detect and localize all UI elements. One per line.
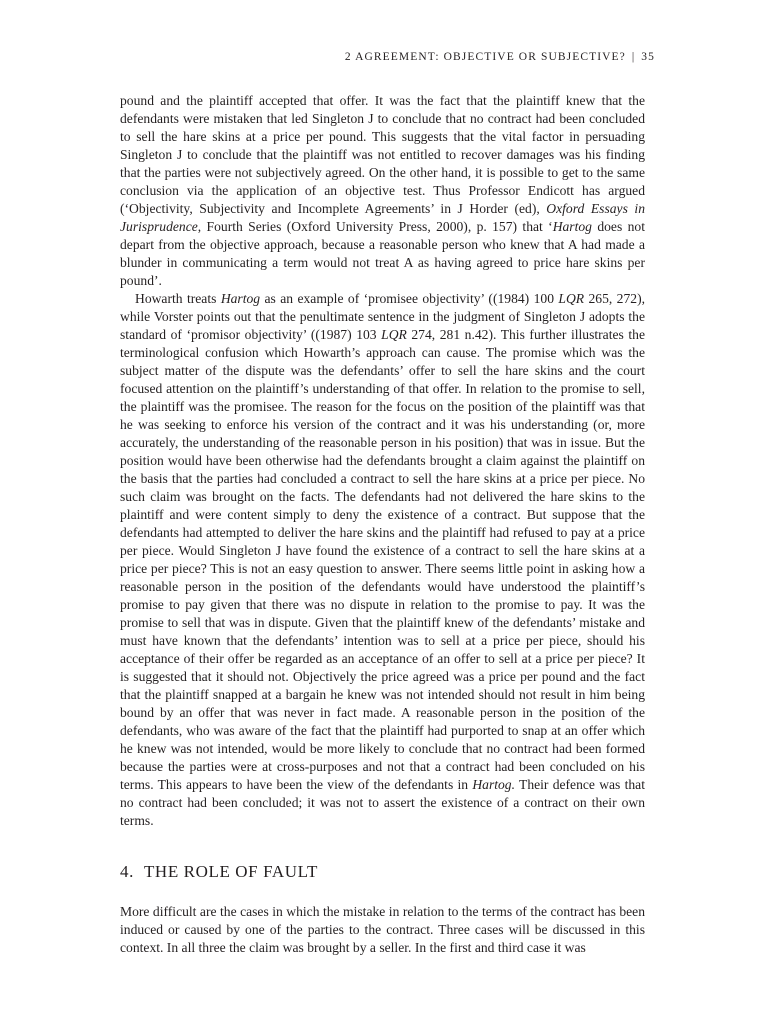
paragraph-1 <box>120 92 645 290</box>
italic-run: LQR <box>381 327 407 342</box>
italic-run: Hartog <box>552 219 592 234</box>
section-body-text <box>120 903 645 957</box>
text-run: does not depart from the objective approach, because a reasonable person who knew that A had made a blunder in communicating a term would not treat A as having agreed to price hare skins per pound’. <box>120 219 645 288</box>
chapter-title: 2 AGREEMENT: OBJECTIVE OR SUBJECTIVE? <box>344 51 626 63</box>
text-run: 265, 272), while Vorster points out that the penultimate sentence in the judgment of Singleton J adopts the standard of ‘promisor objectivity’ ((1987) 103 <box>120 291 646 342</box>
section-number: 4. <box>120 862 134 881</box>
text-run: , Fourth Series (Oxford University Press, 2000), p. 157) that ‘ <box>197 219 553 234</box>
section-title: THE ROLE OF FAULT <box>143 862 319 881</box>
section-paragraph: More difficult are the cases in which the mistake in relation to the terms of the contract has been induced or caused by one of the parties to the contract. Three cases will be discussed in this context. In all three the claim was brought by a seller. In the first and third case it was <box>120 904 645 955</box>
text-run: Their defence was that no contract had been concluded; it was not to assert the existence of a contract on their own terms. <box>120 777 645 828</box>
page-number: 35 <box>641 51 655 63</box>
text-run: 274, 281 n.42). This further illustrates the terminological confusion which Howarth’s approach can cause. The promise which was the subject matter of the dispute was the defendants’ offer to sell the hare skins and the court focused attention on the plaintiff’s understanding of that offer. In relation to the promise to sell, the plaintiff was the promisee. The reason for the focus on the position of the plaintiff was that he was seeking to enforce his version of the contract and it was his understanding (or, more accurately, the understanding of the reasonable person in his position) that was in issue. But the position would have been otherwise had the defendants brought a claim against the plaintiff on the basis that the parties had concluded a contract to sell the hare skins at a price per piece. No such claim was brought on the facts. The defendants had not delivered the hare skins to the plaintiff and were content simply to deny the existence of a contract. But suppose that the defendants had attempted to deliver the hare skins and the plaintiff had refused to pay at a price per piece. Would Singleton J have found the existence of a contract to sell the hare skins at a price per piece? This is not an easy question to answer. There seems little point in asking how a reasonable person in the position of the defendants would have understood the plaintiff’s promise to pay given that there was no dispute in relation to the promise to pay. It was the promise to sell that was in dispute. Given that the plaintiff knew of the defendants’ mistake and must have known that the defendants’ intention was to sell at a price per piece, should his acceptance of their offer be regarded as an acceptance of an offer to sell at a price per piece? It is suggested that it should not. Objectively the price agreed was a price per pound and the fact that the plaintiff snapped at a bargain he knew was not intended should not result in him being bound by an offer that was never in fact made. A reasonable person in the position of the defendants, who was aware of the fact that the plaintiff had purported to snap at an offer which he knew was not intended, would be more likely to conclude that no contract had been formed because the parties were at cross-purposes and not that a contract had been concluded on his terms. This appears to have been the view of the defendants in <box>120 327 645 792</box>
section-heading <box>120 862 318 882</box>
italic-run: Oxford Essays in Jurisprudence <box>120 201 645 234</box>
header-separator: | <box>631 51 636 63</box>
text-run: Howarth treats <box>135 291 221 306</box>
text-run: pound and the plaintiff accepted that offer. It was the fact that the plaintiff knew that the defendants were mistaken that led Singleton J to conclude that no contract had been concluded to sell the hare skins at a price per pound. This suggests that the vital factor in persuading Singleton J to conclude that the plaintiff was not entitled to recover damages was his finding that the parties were not subjectively agreed. On the other hand, it is possible to get to the same conclusion via the application of an objective test. Thus Professor Endicott has argued (‘Objectivity, Subjectivity and Incomplete Agreements’ in J Horder (ed), <box>120 93 645 216</box>
paragraph-2 <box>120 290 645 830</box>
italic-run: Hartog <box>220 291 261 306</box>
italic-run: Hartog. <box>472 777 516 792</box>
running-header <box>345 51 655 63</box>
italic-run: LQR <box>558 291 585 306</box>
body-text <box>120 92 645 830</box>
text-run: as an example of ‘promisee objectivity’ ((1984) 100 <box>260 291 559 306</box>
